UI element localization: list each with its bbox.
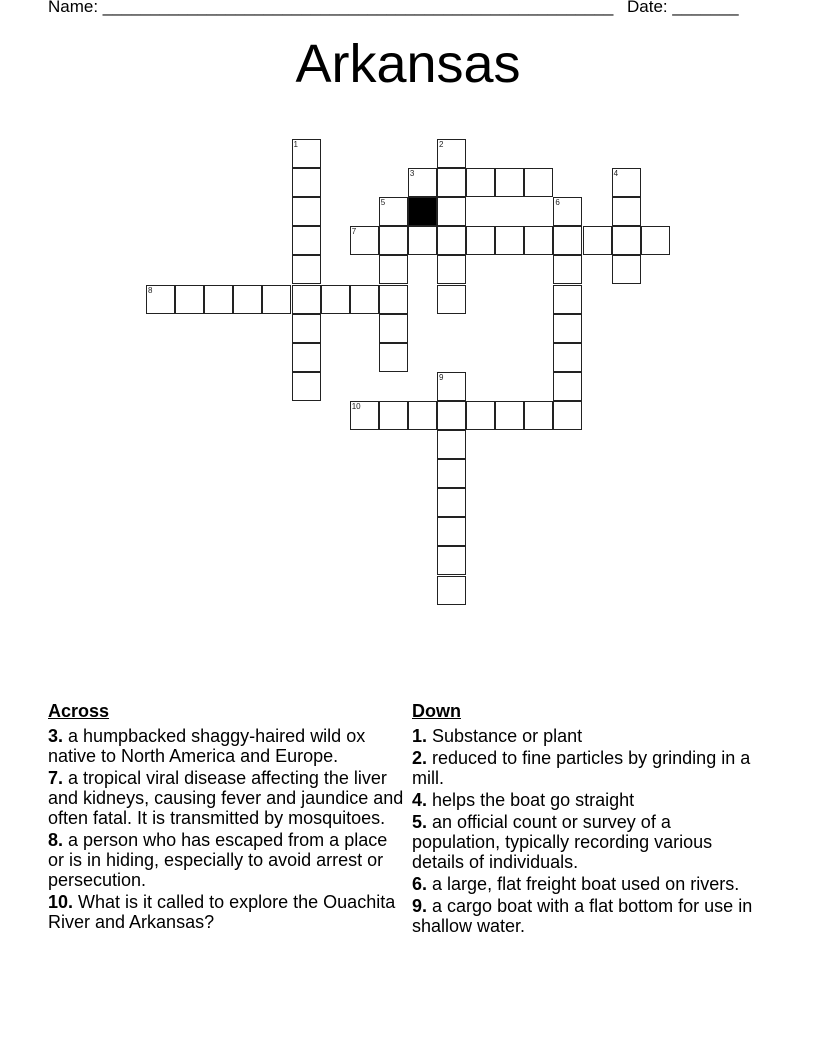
clue-text: helps the boat go straight (432, 790, 635, 810)
grid-cell[interactable] (437, 401, 466, 430)
grid-cell[interactable] (466, 168, 495, 197)
cell-number: 1 (293, 140, 298, 149)
clue-text: an official count or survey of a population, typically recording various details of individuals. (412, 812, 713, 872)
grid-cell[interactable] (437, 197, 466, 226)
grid-cell[interactable] (379, 285, 408, 314)
clue-down-1 (412, 726, 757, 746)
grid-cell[interactable] (553, 314, 582, 343)
grid-cell[interactable] (233, 285, 262, 314)
grid-cell[interactable] (466, 226, 495, 255)
cell-number: 10 (351, 401, 361, 411)
grid-cell[interactable] (321, 285, 350, 314)
grid-cell[interactable] (437, 372, 466, 401)
clue-number: 4. (412, 790, 428, 810)
grid-cell[interactable] (553, 401, 582, 430)
grid-cell[interactable] (553, 255, 582, 284)
grid-cell[interactable] (437, 488, 466, 517)
clue-across-3 (48, 726, 408, 766)
grid-cell[interactable] (437, 255, 466, 284)
clue-down-4 (412, 790, 757, 810)
grid-cell[interactable] (437, 517, 466, 546)
cell-number: 6 (555, 198, 560, 208)
grid-cell[interactable] (292, 314, 321, 343)
grid-cell[interactable] (437, 576, 466, 605)
grid-cell[interactable] (437, 430, 466, 459)
grid-cell[interactable] (408, 226, 437, 255)
grid-cell[interactable] (466, 401, 495, 430)
cell-number: 8 (148, 285, 153, 295)
cell-number: 5 (380, 198, 386, 208)
clue-text: reduced to fine particles by grinding in a mill. (412, 748, 751, 788)
clue-number: 10. (48, 892, 74, 912)
clue-number: 2. (412, 748, 428, 768)
cell-number: 2 (439, 140, 444, 149)
grid-cell[interactable] (524, 168, 553, 197)
clue-number: 7. (48, 768, 64, 788)
clue-down-9 (412, 896, 757, 936)
clue-across-10 (48, 892, 408, 932)
grid-cell[interactable] (350, 401, 379, 430)
across-heading: Across (48, 701, 110, 721)
grid-cell[interactable] (437, 285, 466, 314)
grid-cell[interactable] (524, 226, 553, 255)
grid-cell[interactable] (612, 226, 641, 255)
clue-number: 5. (412, 812, 428, 832)
clue-number: 3. (48, 726, 64, 746)
grid-cell[interactable] (292, 168, 321, 197)
across-clues (48, 700, 408, 934)
grid-cell[interactable] (495, 401, 524, 430)
grid-cell[interactable] (379, 314, 408, 343)
grid-cell[interactable] (292, 372, 321, 401)
clue-text: a cargo boat with a flat bottom for use in shallow water. (412, 896, 753, 936)
grid-cell[interactable] (350, 285, 379, 314)
grid-cell[interactable] (292, 343, 321, 372)
black-cell (408, 197, 437, 226)
grid-cell[interactable] (408, 168, 437, 197)
grid-cell[interactable] (379, 226, 408, 255)
grid-cell[interactable] (379, 255, 408, 284)
grid-cell[interactable] (204, 285, 233, 314)
clue-down-2 (412, 748, 757, 788)
grid-cell[interactable] (612, 197, 641, 226)
grid-cell[interactable] (350, 226, 379, 255)
cell-number: 9 (439, 372, 444, 382)
grid-cell[interactable] (553, 343, 582, 372)
grid-cell[interactable] (553, 285, 582, 314)
page-title: Arkansas (295, 34, 521, 94)
cell-number: 7 (351, 227, 357, 237)
clue-across-8 (48, 830, 408, 890)
grid-cell[interactable] (641, 226, 670, 255)
grid-cell[interactable] (437, 459, 466, 488)
grid-cell[interactable] (612, 168, 641, 197)
clue-text: a tropical viral disease affecting the liver and kidneys, causing fever and jaundice and often fatal. It is transmitted by mosquitoes. (48, 768, 404, 828)
grid-cell[interactable] (553, 372, 582, 401)
clue-down-5 (412, 812, 757, 872)
grid-cell[interactable] (437, 226, 466, 255)
grid-cell[interactable] (553, 197, 582, 226)
clue-number: 6. (412, 874, 428, 894)
grid-cell[interactable] (175, 285, 204, 314)
grid-cell[interactable] (292, 139, 321, 168)
clue-text: a large, flat freight boat used on rivers. (432, 874, 740, 894)
grid-cell[interactable] (553, 226, 582, 255)
grid-cell[interactable] (583, 226, 612, 255)
grid-cell[interactable] (437, 168, 466, 197)
grid-cell[interactable] (612, 255, 641, 284)
clue-text: a humpbacked shaggy-haired wild ox native to North America and Europe. (48, 726, 366, 766)
grid-cell[interactable] (437, 139, 466, 168)
clue-across-7 (48, 768, 408, 828)
grid-cell[interactable] (379, 343, 408, 372)
cell-number: 4 (613, 169, 619, 179)
clue-text: What is it called to explore the Ouachita River and Arkansas? (48, 892, 396, 932)
grid-cell[interactable] (292, 285, 321, 314)
grid-cell[interactable] (292, 197, 321, 226)
down-heading: Down (412, 701, 461, 721)
cell-number: 3 (409, 169, 415, 179)
grid-cell[interactable] (292, 255, 321, 284)
clue-text: a person who has escaped from a place or is in hiding, especially to avoid arrest or persecution. (48, 830, 388, 890)
clue-number: 8. (48, 830, 64, 850)
grid-cell[interactable] (495, 226, 524, 255)
down-clues (412, 700, 757, 938)
grid-cell[interactable] (262, 285, 291, 314)
grid-cell[interactable] (379, 197, 408, 226)
grid-cell[interactable] (524, 401, 553, 430)
name-field-label: Name: ______________________________________________________ (48, 0, 614, 16)
clue-down-6 (412, 874, 757, 894)
grid-cell[interactable] (437, 546, 466, 575)
clue-number: 1. (412, 726, 428, 746)
clue-number: 9. (412, 896, 428, 916)
grid-cell[interactable] (379, 401, 408, 430)
grid-cell[interactable] (146, 285, 175, 314)
date-field-label: Date: _______ (627, 0, 739, 16)
grid-cell[interactable] (408, 401, 437, 430)
clue-text: Substance or plant (432, 726, 583, 746)
grid-cell[interactable] (495, 168, 524, 197)
grid-cell[interactable] (292, 226, 321, 255)
